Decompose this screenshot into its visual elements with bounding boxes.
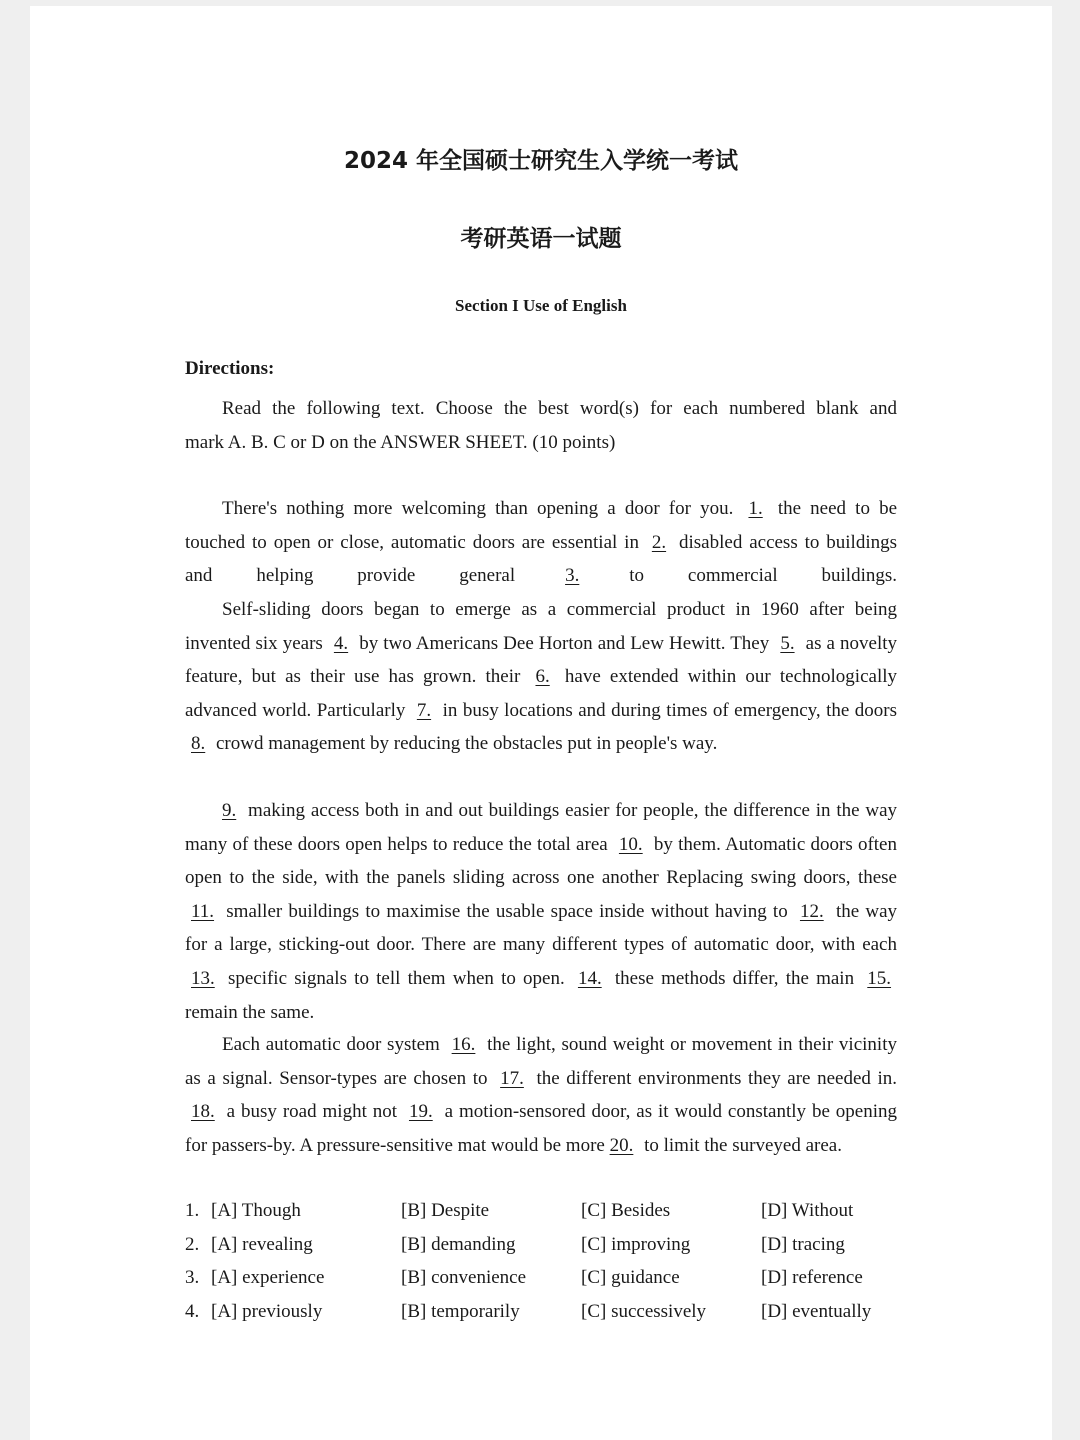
option-d: [D] Without: [761, 1200, 854, 1221]
option-b: [B] Despite: [401, 1200, 490, 1221]
question-number: 1.: [185, 1200, 200, 1221]
blank-9: 9.: [222, 800, 237, 821]
blank-18: 18.: [191, 1101, 215, 1123]
option-c: [C] Besides: [581, 1200, 671, 1221]
passage-text: There's nothing more welcoming than opening a door for you.: [222, 498, 734, 519]
passage-paragraph-4: [185, 1028, 897, 1162]
blank-10: 10.: [618, 833, 643, 855]
blank-8: 8.: [191, 733, 206, 755]
directions-line-2: mark A. B. C or D on the ANSWER SHEET. (10 points): [185, 431, 616, 453]
option-c: [C] successively: [581, 1300, 707, 1322]
answer-options: [185, 1194, 925, 1328]
blank-7: 7.: [416, 699, 432, 721]
blank-1: 1.: [748, 498, 763, 519]
question-number: 3.: [185, 1267, 200, 1289]
section-heading: Section I Use of English: [455, 296, 627, 315]
option-row: [185, 1228, 925, 1262]
blank-11: 11.: [191, 900, 215, 922]
passage-text: the different environments they are needed in.: [536, 1067, 898, 1089]
option-a: [A] Though: [211, 1200, 301, 1221]
exam-title: 2024 年全国硕士研究生入学统一考试: [343, 148, 739, 174]
option-row: [185, 1261, 925, 1295]
option-d: [D] eventually: [761, 1300, 872, 1322]
option-b: [B] convenience: [401, 1267, 527, 1289]
passage-text: by two Americans Dee Horton and Lew Hewitt. They: [359, 632, 770, 654]
passage-text: by them. Automatic doors often open to the side, with the panels sliding across one another Replacing swing doors, these: [185, 833, 897, 889]
option-c: [C] guidance: [581, 1267, 680, 1289]
blank-13: 13.: [191, 967, 215, 989]
passage-text: a motion-sensored door, as it would constantly be opening for passers-by. A pressure-sensitive mat would be more: [185, 1101, 898, 1156]
directions-text: [185, 392, 897, 459]
passage-text: crowd management by reducing the obstacles put in people's way.: [216, 733, 718, 755]
passage-text: to commercial buildings.: [629, 565, 898, 587]
blank-17: 17.: [500, 1067, 524, 1089]
directions-label: Directions:: [185, 358, 275, 379]
passage-text: smaller buildings to maximise the usable space inside without having to: [226, 900, 788, 922]
blank-16: 16.: [451, 1034, 476, 1055]
passage-text: have extended within our technologically advanced world. Particularly: [185, 666, 898, 721]
blank-4: 4.: [333, 632, 349, 654]
blank-6: 6.: [535, 666, 550, 688]
option-b: [B] demanding: [401, 1233, 516, 1255]
passage-text: Self-sliding doors began to emerge as a commercial product in 1960 after being invented six years: [185, 599, 897, 654]
passage-text: the way for a large, sticking-out door. There are many different types of automatic door, with each: [185, 900, 898, 956]
passage-text: disabled access to buildings and helping provide general: [185, 531, 897, 587]
blank-15: 15.: [867, 967, 892, 989]
option-d: [D] tracing: [761, 1233, 845, 1255]
passage-text: a busy road might not: [226, 1101, 398, 1123]
question-number: 4.: [185, 1300, 200, 1322]
passage-text: specific signals to tell them when to open.: [227, 967, 565, 989]
blank-5: 5.: [780, 632, 795, 654]
option-row: [185, 1295, 925, 1329]
option-a: [A] previously: [211, 1300, 323, 1322]
passage-text: in busy locations and during times of emergency, the doors: [442, 699, 898, 721]
option-a: [A] revealing: [211, 1233, 313, 1255]
passage-paragraph-2: [185, 593, 897, 761]
blank-3: 3.: [565, 565, 580, 587]
option-d: [D] reference: [761, 1267, 863, 1289]
passage-text: these methods differ, the main: [614, 967, 855, 989]
question-number: 2.: [185, 1233, 200, 1255]
passage-paragraph-1: [185, 492, 897, 593]
blank-19: 19.: [408, 1101, 433, 1123]
passage-text: making access both in and out buildings easier for people, the difference in the way many of these doors open helps to reduce the total area: [185, 800, 897, 855]
passage-text: Each automatic door system: [222, 1034, 440, 1055]
passage-text: remain the same.: [185, 1001, 315, 1023]
exam-subtitle: 考研英语一试题: [460, 226, 622, 252]
option-a: [A] experience: [211, 1267, 325, 1289]
passage-text: to limit the surveyed area.: [644, 1134, 842, 1156]
option-b: [B] temporarily: [401, 1300, 520, 1322]
passage-text: the need to be touched to open or close, automatic doors are essential in: [185, 498, 898, 553]
blank-12: 12.: [799, 900, 824, 922]
blank-2: 2.: [651, 531, 667, 553]
exam-page: [30, 6, 1052, 1440]
passage-text: as a novelty feature, but as their use has grown. their: [185, 632, 898, 688]
directions-line-1: Read the following text. Choose the best word(s) for each numbered blank and: [222, 398, 897, 419]
passage-paragraph-3: [185, 794, 897, 1029]
option-c: [C] improving: [581, 1233, 691, 1255]
option-row: [185, 1194, 925, 1228]
blank-20: 20.: [609, 1134, 634, 1156]
blank-14: 14.: [577, 967, 602, 989]
passage-text: the light, sound weight or movement in their vicinity as a signal. Sensor-types are chosen to: [185, 1034, 897, 1089]
